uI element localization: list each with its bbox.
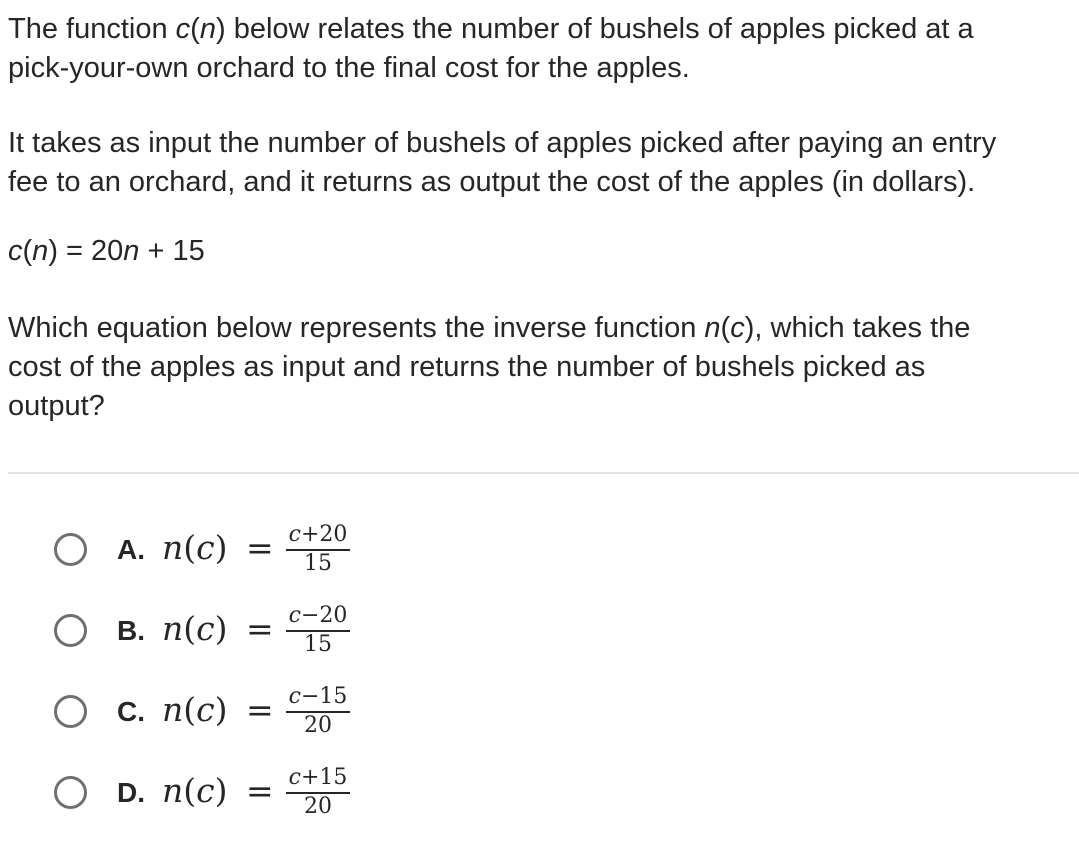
function-equation bbox=[8, 232, 1079, 271]
variable-c: c bbox=[196, 771, 215, 810]
choice-letter: A. bbox=[117, 534, 145, 565]
variable-c: c bbox=[196, 690, 215, 729]
text-span: It takes as input the number of bushels of apples picked after paying an entry bbox=[8, 127, 997, 159]
choice-lhs bbox=[162, 526, 228, 570]
paren: ( bbox=[183, 528, 197, 567]
paren: ( bbox=[720, 312, 731, 344]
numerator-rest: +15 bbox=[300, 765, 348, 790]
variable-n: n bbox=[32, 235, 49, 267]
fraction bbox=[286, 684, 350, 739]
text-span: pick-your-own orchard to the final cost for the apples. bbox=[8, 52, 690, 84]
choice-b[interactable] bbox=[54, 601, 414, 661]
fraction-numerator bbox=[286, 522, 350, 548]
fraction-numerator bbox=[286, 684, 350, 710]
divider bbox=[8, 472, 1079, 474]
choice-letter: C. bbox=[117, 696, 145, 727]
paren: ) bbox=[214, 609, 228, 648]
text-span: output? bbox=[8, 390, 105, 422]
radio-button-b[interactable] bbox=[54, 614, 87, 647]
radio-button-a[interactable] bbox=[54, 533, 87, 566]
variable-c: c bbox=[288, 684, 301, 709]
text-span: Which equation below represents the inverse function bbox=[8, 312, 705, 344]
choice-lhs bbox=[162, 688, 228, 732]
paren: ( bbox=[183, 690, 197, 729]
fraction-numerator bbox=[286, 603, 350, 629]
variable-c: c bbox=[196, 609, 215, 648]
paren: ) bbox=[214, 690, 228, 729]
variable-n: n bbox=[199, 13, 216, 45]
radio-button-c[interactable] bbox=[54, 695, 87, 728]
choice-lhs bbox=[162, 769, 228, 813]
paren: ( bbox=[183, 771, 197, 810]
fraction-denominator: 15 bbox=[304, 631, 332, 657]
equals-sign: = bbox=[246, 690, 274, 729]
equals-sign: = bbox=[246, 609, 274, 648]
numerator-rest: −15 bbox=[300, 684, 348, 709]
paren: ( bbox=[22, 235, 33, 267]
variable-c: c bbox=[175, 13, 191, 45]
fraction-denominator: 20 bbox=[304, 712, 332, 738]
paren: ) bbox=[214, 771, 228, 810]
text-span: The function bbox=[8, 13, 176, 45]
text-span: , which takes the bbox=[754, 312, 971, 344]
variable-c: c bbox=[196, 528, 215, 567]
fraction bbox=[286, 603, 350, 658]
fraction-numerator bbox=[286, 765, 350, 791]
text-span: fee to an orchard, and it returns as output the cost of the apples (in dollars). bbox=[8, 166, 976, 198]
paren: ) bbox=[744, 312, 755, 344]
variable-n: n bbox=[162, 690, 184, 729]
variable-c: c bbox=[730, 312, 745, 344]
question-paragraph-1 bbox=[8, 10, 1079, 88]
equals-sign: = bbox=[246, 528, 274, 567]
radio-button-d[interactable] bbox=[54, 776, 87, 809]
variable-n: n bbox=[162, 609, 184, 648]
variable-n: n bbox=[162, 771, 184, 810]
fraction-denominator: 20 bbox=[304, 793, 332, 819]
choice-c[interactable] bbox=[54, 682, 414, 742]
paren: ( bbox=[190, 13, 200, 45]
variable-n: n bbox=[162, 528, 184, 567]
fraction bbox=[286, 765, 350, 820]
question-paragraph-3 bbox=[8, 309, 1079, 426]
choice-letter: B. bbox=[117, 615, 145, 646]
paren: ) bbox=[214, 528, 228, 567]
variable-c: c bbox=[288, 522, 301, 547]
variable-c: c bbox=[288, 603, 301, 628]
choice-letter: D. bbox=[117, 777, 145, 808]
fraction bbox=[286, 522, 350, 577]
fraction-denominator: 15 bbox=[304, 550, 332, 576]
question-paragraph-2 bbox=[8, 124, 1079, 202]
text-span: cost of the apples as input and returns the number of bushels picked as bbox=[8, 351, 926, 383]
numerator-rest: −20 bbox=[300, 603, 348, 628]
variable-n: n bbox=[123, 235, 140, 267]
variable-c: c bbox=[8, 235, 23, 267]
paren: ) bbox=[215, 13, 226, 45]
choice-d[interactable] bbox=[54, 763, 414, 823]
paren: ( bbox=[183, 609, 197, 648]
question-text bbox=[8, 10, 1079, 426]
numerator-rest: +20 bbox=[300, 522, 348, 547]
variable-n: n bbox=[704, 312, 721, 344]
variable-c: c bbox=[288, 765, 301, 790]
choice-lhs bbox=[162, 607, 228, 651]
equation-part: ) = 20 bbox=[48, 235, 124, 267]
text-span: below relates the number of bushels of apples picked at a bbox=[225, 13, 974, 45]
equals-sign: = bbox=[246, 771, 274, 810]
choice-a[interactable] bbox=[54, 520, 414, 580]
equation-part: + 15 bbox=[139, 235, 205, 267]
